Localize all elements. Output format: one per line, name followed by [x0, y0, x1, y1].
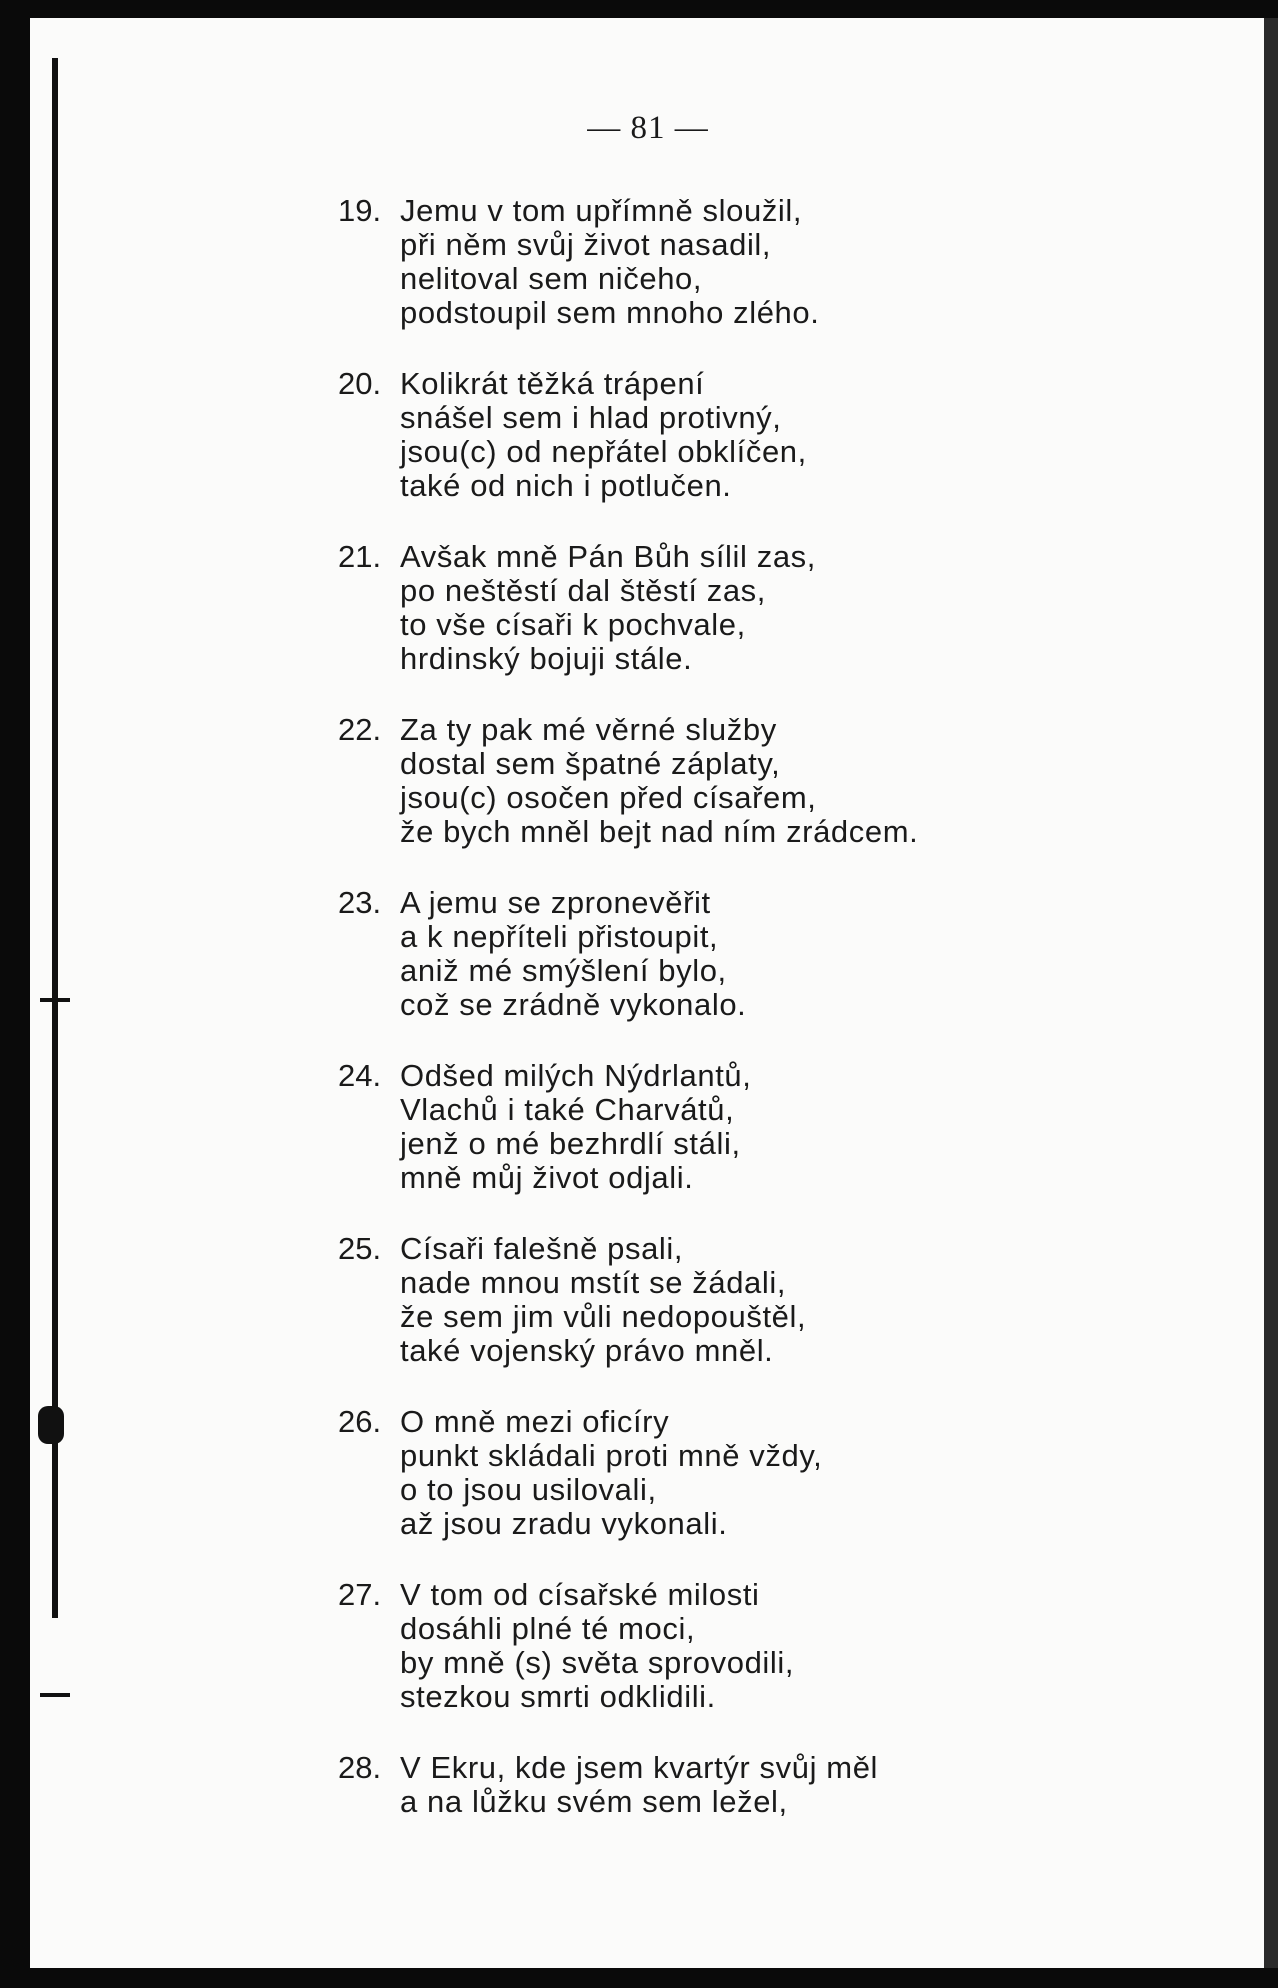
- stanza-lines: [400, 1059, 1098, 1195]
- verse-line: Císaři falešně psali,: [400, 1231, 684, 1266]
- verse-line: také vojenský právo mněl.: [400, 1333, 774, 1368]
- verse-line: Jemu v tom upřímně sloužil,: [400, 193, 803, 228]
- verse-line: jsou(c) od nepřátel obklíčen,: [400, 434, 807, 469]
- page-edge: [1264, 18, 1278, 1968]
- book-page: [30, 18, 1266, 1968]
- verse-line: což se zrádně vykonalo.: [400, 987, 747, 1022]
- stanza: [338, 1059, 1098, 1195]
- stanza-number: 27.: [338, 1577, 382, 1612]
- stanza-number: 22.: [338, 712, 382, 747]
- stanza-number: 20.: [338, 366, 382, 401]
- binding-edge: [52, 58, 58, 1618]
- stanza-number: 23.: [338, 885, 382, 920]
- verse-line: při něm svůj život nasadil,: [400, 227, 772, 262]
- verse-line: Za ty pak mé věrné služby: [400, 712, 777, 747]
- stanza-lines: [400, 886, 1098, 1022]
- verse-line: V Ekru, kde jsem kvartýr svůj měl: [400, 1750, 879, 1785]
- verse-line: nelitoval sem ničeho,: [400, 261, 703, 296]
- stanza: [338, 1578, 1098, 1714]
- verse-line: a na lůžku svém sem ležel,: [400, 1784, 788, 1819]
- binding-blob: [38, 1406, 64, 1444]
- verse-line: a k nepříteli přistoupit,: [400, 919, 719, 954]
- verse-line: po neštěstí dal štěstí zas,: [400, 573, 766, 608]
- verse-line: snášel sem i hlad protivný,: [400, 400, 782, 435]
- verse-line: to vše císaři k pochvale,: [400, 607, 746, 642]
- verse-line: A jemu se zpronevěřit: [400, 885, 711, 920]
- stanza: [338, 194, 1098, 330]
- stanza: [338, 1751, 1098, 1819]
- verse-line: O mně mezi oficíry: [400, 1404, 670, 1439]
- verse-line: Avšak mně Pán Bůh sílil zas,: [400, 539, 816, 574]
- stanza-lines: [400, 540, 1098, 676]
- verse-line: nade mnou mstít se žádali,: [400, 1265, 787, 1300]
- stanza-number: 28.: [338, 1750, 382, 1785]
- stanza-lines: [400, 713, 1098, 849]
- stanza-lines: [400, 1232, 1098, 1368]
- stanza-lines: [400, 1405, 1098, 1541]
- verse-line: Kolikrát těžká trápení: [400, 366, 705, 401]
- stanza: [338, 540, 1098, 676]
- verse-line: až jsou zradu vykonali.: [400, 1506, 728, 1541]
- verse-line: stezkou smrti odklidili.: [400, 1679, 716, 1714]
- stanza-lines: [400, 194, 1098, 330]
- verse-line: mně můj život odjali.: [400, 1160, 694, 1195]
- stanza-number: 21.: [338, 539, 382, 574]
- verse-line: by mně (s) světa sprovodili,: [400, 1645, 795, 1680]
- verse-line: aniž mé smýšlení bylo,: [400, 953, 727, 988]
- stanza-number: 19.: [338, 193, 382, 228]
- verse-line: jenž o mé bezhrdlí stáli,: [400, 1126, 741, 1161]
- verse-line: punkt skládali proti mně vždy,: [400, 1438, 823, 1473]
- stanza-lines: [400, 1751, 1098, 1819]
- verse-line: jsou(c) osočen před císařem,: [400, 780, 817, 815]
- binding-mark: [40, 998, 70, 1002]
- verse-line: Odšed milých Nýdrlantů,: [400, 1058, 752, 1093]
- verse-line: že bych mněl bejt nad ním zrádcem.: [400, 814, 919, 849]
- stanza: [338, 367, 1098, 503]
- stanza: [338, 1232, 1098, 1368]
- verse-line: podstoupil sem mnoho zlého.: [400, 295, 820, 330]
- stanza-lines: [400, 367, 1098, 503]
- verse-line: Vlachů i také Charvátů,: [400, 1092, 735, 1127]
- stanza: [338, 886, 1098, 1022]
- verse-line: dosáhli plné té moci,: [400, 1611, 696, 1646]
- stanza: [338, 713, 1098, 849]
- verse-line: o to jsou usilovali,: [400, 1472, 657, 1507]
- stanza-lines: [400, 1578, 1098, 1714]
- stanza-number: 24.: [338, 1058, 382, 1093]
- poem: [338, 194, 1098, 1856]
- binding-mark: [40, 1693, 70, 1697]
- verse-line: V tom od císařské milosti: [400, 1577, 760, 1612]
- verse-line: že sem jim vůli nedopouštěl,: [400, 1299, 807, 1334]
- verse-line: také od nich i potlučen.: [400, 468, 732, 503]
- verse-line: dostal sem špatné záplaty,: [400, 746, 781, 781]
- stanza: [338, 1405, 1098, 1541]
- stanza-number: 26.: [338, 1404, 382, 1439]
- page-number: — 81 —: [587, 110, 709, 146]
- stanza-number: 25.: [338, 1231, 382, 1266]
- verse-line: hrdinský bojuji stále.: [400, 641, 693, 676]
